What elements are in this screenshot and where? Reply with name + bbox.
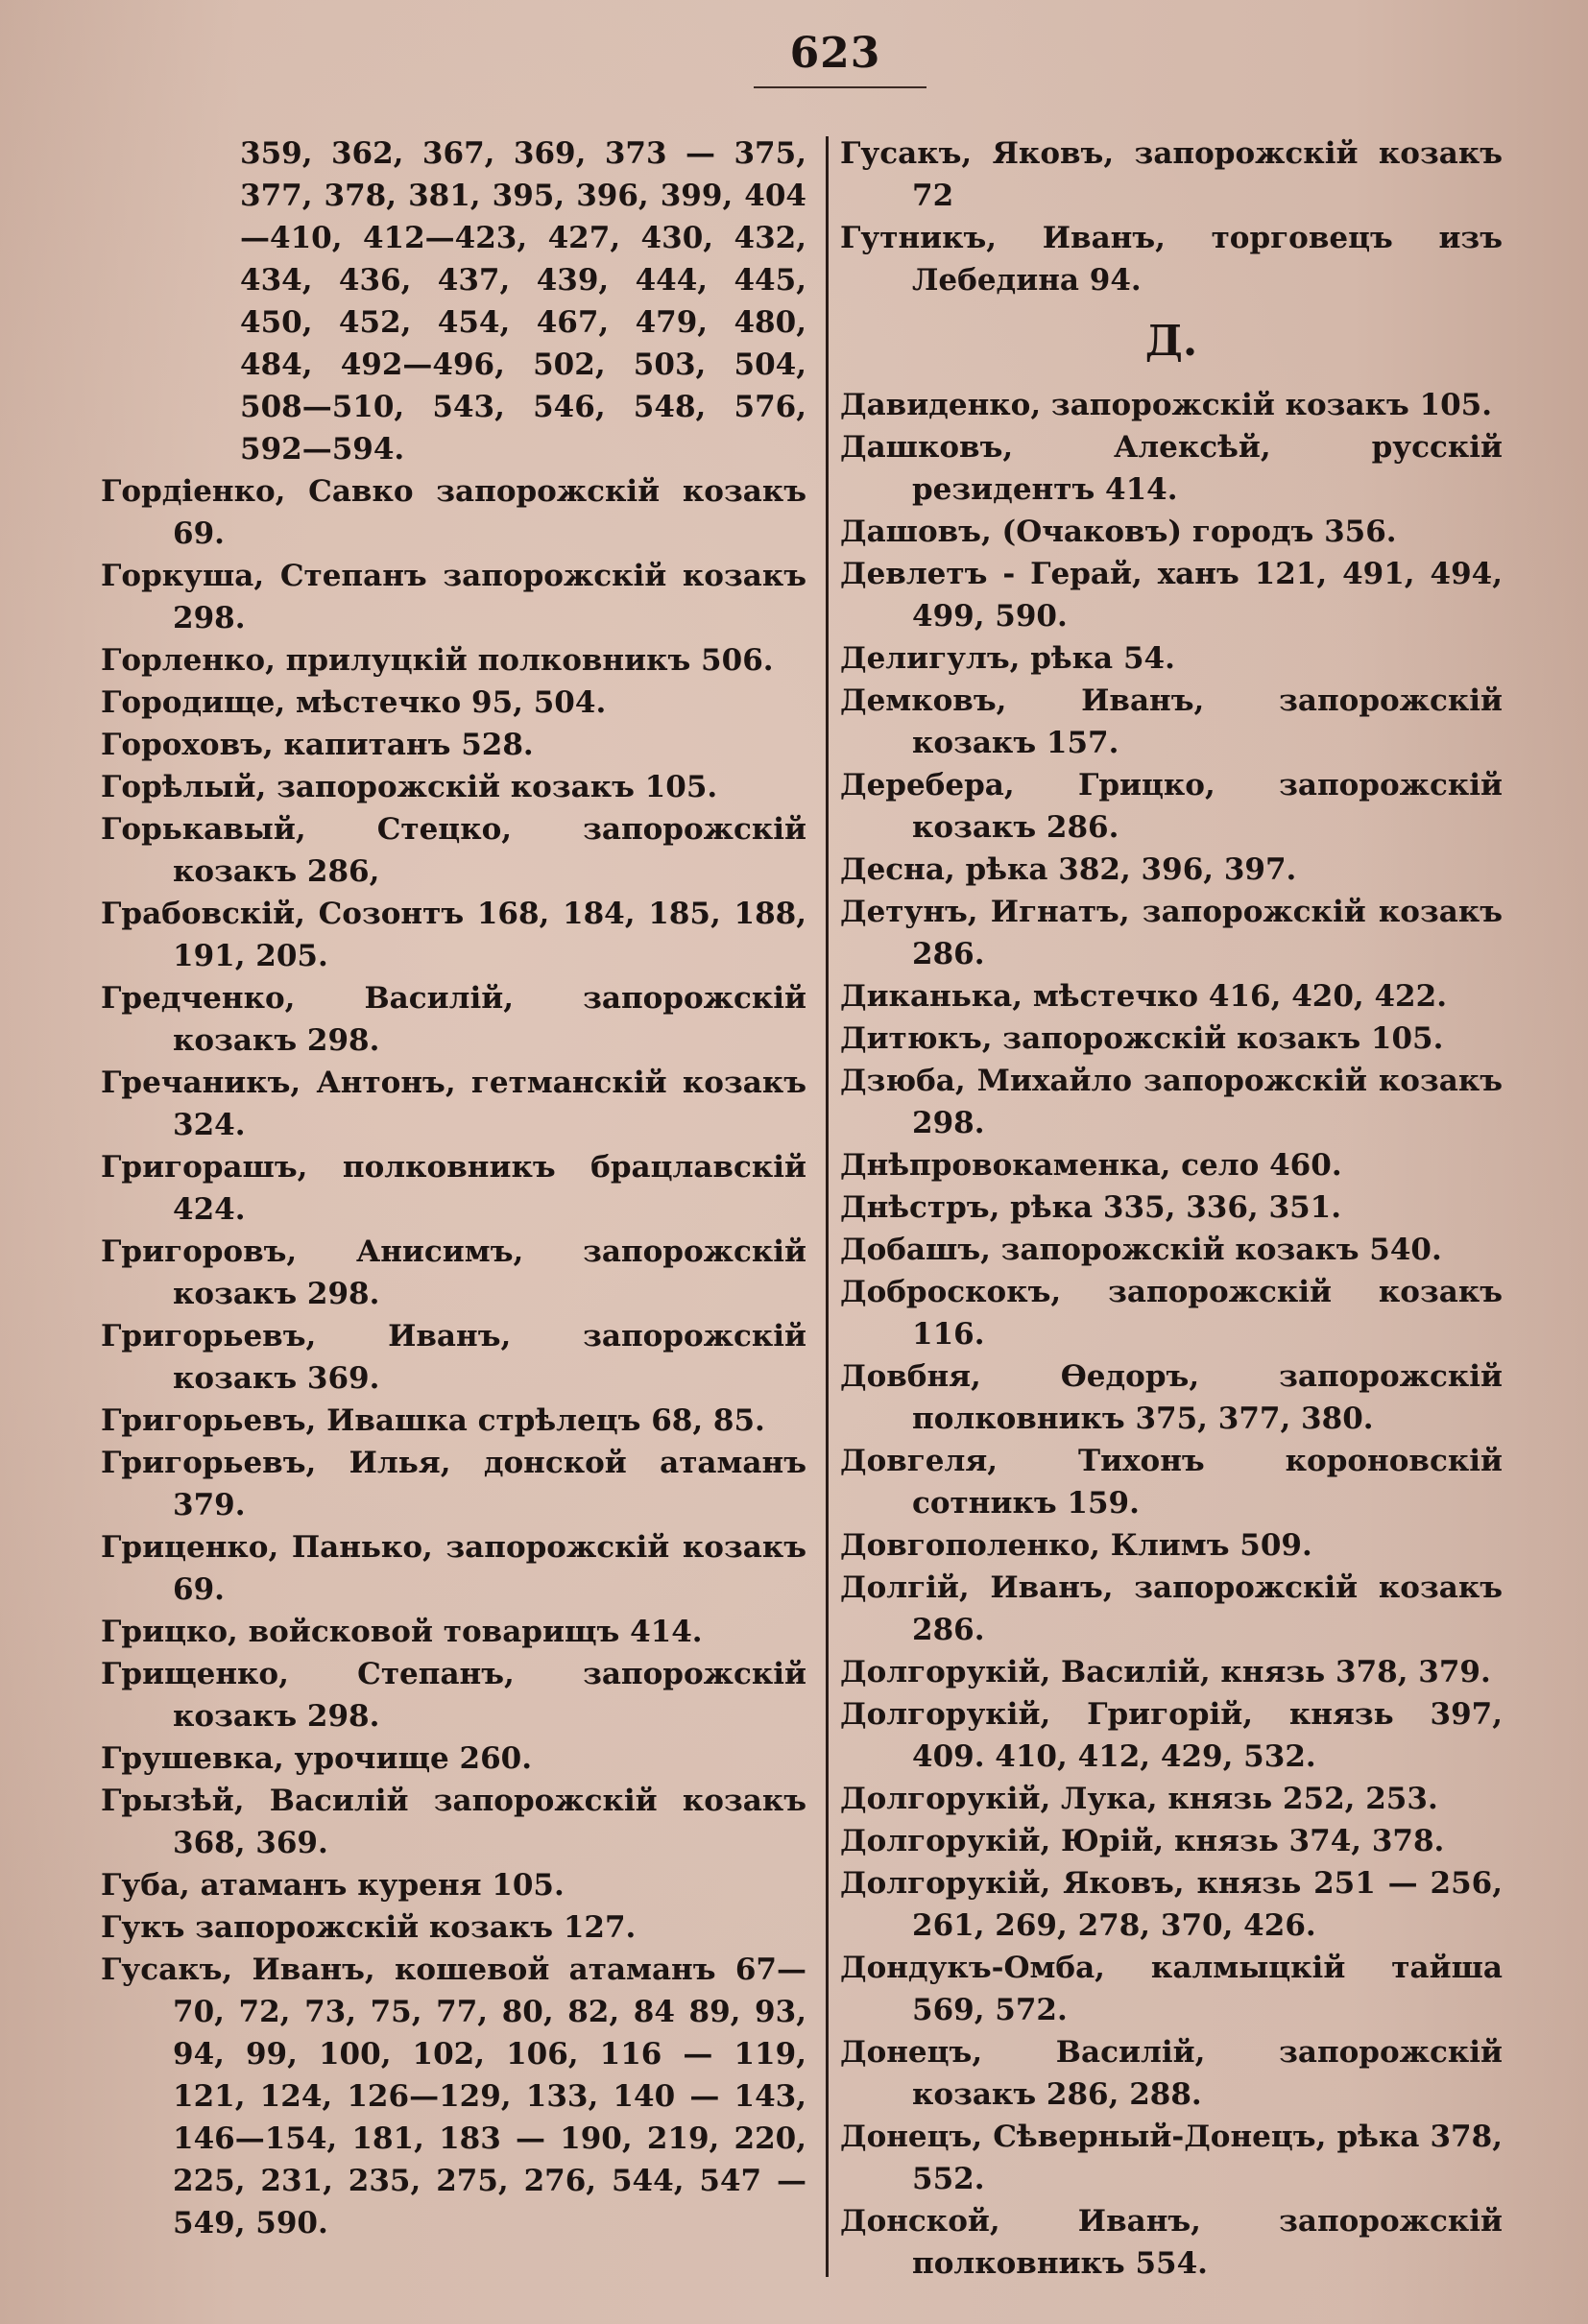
index-entry: Донецъ, Василій, запорожскій козакъ 286, 288. — [840, 2035, 1503, 2112]
index-entry: Грищенко, Степанъ, запорожскій козакъ 298. — [101, 1657, 806, 1734]
index-entry: Грабовскій, Созонтъ 168, 184, 185, 188, 191, 205. — [101, 897, 806, 973]
index-entry: Долгорукій, Василій, князь 378, 379. — [840, 1655, 1491, 1689]
index-entry: Диканька, мѣстечко 416, 420, 422. — [840, 979, 1447, 1014]
index-entry: Губа, атаманъ куреня 105. — [101, 1868, 565, 1903]
index-entry: Днѣстръ, рѣка 335, 336, 351. — [840, 1190, 1342, 1225]
index-entry: Горѣлый, запорожскій козакъ 105. — [101, 770, 718, 804]
right-column — [840, 132, 1503, 2285]
index-entry: Городище, мѣстечко 95, 504. — [101, 685, 607, 720]
index-entry: Давиденко, запорожскій козакъ 105. — [840, 388, 1493, 422]
index-entry: Днѣпровокаменка, село 460. — [840, 1148, 1342, 1183]
index-entry: Дашковъ, Алексѣй, русскій резидентъ 414. — [840, 430, 1503, 507]
index-entry: Гречаникъ, Антонъ, гетманскій козакъ 324. — [101, 1066, 806, 1142]
index-entry: Доброскокъ, запорожскій козакъ 116. — [840, 1275, 1503, 1352]
index-entry: Дашовъ, (Очаковъ) городъ 356. — [840, 515, 1397, 549]
index-entry: Добашъ, запорожскій козакъ 540. — [840, 1233, 1442, 1267]
index-entry: Гриценко, Панько, запорожскій козакъ 69. — [101, 1530, 806, 1607]
index-entry: Горькавый, Стецко, запорожскій козакъ 286, — [101, 812, 806, 889]
index-entry: Гусакъ, Яковъ, запорожскій козакъ 72 — [840, 136, 1503, 213]
index-entry: Горкуша, Степанъ запорожскій козакъ 298. — [101, 559, 806, 635]
index-entry: Долгорукій, Юрій, князь 374, 378. — [840, 1824, 1445, 1858]
index-entry: Григорьевъ, Илья, донской атаманъ 379. — [101, 1446, 806, 1522]
index-entry: Девлетъ - Герай, ханъ 121, 491, 494, 499, 590. — [840, 557, 1503, 634]
index-entry: Долгорукій, Григорій, князь 397, 409. 410, 412, 429, 532. — [840, 1697, 1503, 1774]
index-entry: Грушевка, урочище 260. — [101, 1741, 533, 1776]
index-entry: Долгій, Иванъ, запорожскій козакъ 286. — [840, 1570, 1503, 1647]
index-entry: Грицко, войсковой товарищъ 414. — [101, 1615, 703, 1649]
index-entry: Гордіенко, Савко запорожскій козакъ 69. — [101, 474, 806, 551]
index-entry: Гредченко, Василій, запорожскій козакъ 298. — [101, 981, 806, 1058]
index-entry: Горленко, прилуцкій полковникъ 506. — [101, 643, 774, 678]
index-entry: Десна, рѣка 382, 396, 397. — [840, 852, 1297, 887]
index-entry: Детунъ, Игнатъ, запорожскій козакъ 286. — [840, 895, 1503, 971]
index-entry: Донецъ, Сѣверный-Донецъ, рѣка 378, 552. — [840, 2120, 1503, 2196]
index-entry: Гукъ запорожскій козакъ 127. — [101, 1910, 637, 1945]
left-column — [101, 132, 806, 2244]
index-entry: Дитюкъ, запорожскій козакъ 105. — [840, 1021, 1444, 1056]
index-entry: Григорьевъ, Ивашка стрѣлецъ 68, 85. — [101, 1403, 765, 1438]
index-entry: Довгеля, Тихонъ короновскій сотникъ 159. — [840, 1444, 1503, 1521]
index-entry: Деребера, Грицко, запорожскій козакъ 286. — [840, 768, 1503, 845]
index-entry: Грызѣй, Василій запорожскій козакъ 368, 369. — [101, 1784, 806, 1860]
index-entry: Гусакъ, Иванъ, кошевой атаманъ 67—70, 72, 73, 75, 77, 80, 82, 84 89, 93, 94, 99, 100, 102, 106, 116 — 119, 121, 124, 126—129, 133, 140 — 143, 146—154, 181, 183 — 190, 219, 220, 225, 231, 235, 275, 276, 544, 547 — 549, 590. — [101, 1953, 806, 2240]
letter-heading: Д. — [1144, 317, 1198, 366]
index-entry: Делигулъ, рѣка 54. — [840, 641, 1175, 676]
index-entry: Гутникъ, Иванъ, торговецъ изъ Лебедина 94. — [840, 221, 1503, 298]
page-number-rule — [754, 86, 926, 88]
index-entry: Долгорукій, Яковъ, князь 251 — 256, 261, 269, 278, 370, 426. — [840, 1866, 1503, 1943]
index-entry: Демковъ, Иванъ, запорожскій козакъ 157. — [840, 683, 1503, 760]
index-entry: Григорашъ, полковникъ брацлавскій 424. — [101, 1150, 806, 1227]
index-entry: Донской, Иванъ, запорожскій полковникъ 554. — [840, 2204, 1503, 2281]
index-entry: Григорьевъ, Иванъ, запорожскій козакъ 369. — [101, 1319, 806, 1396]
index-entry: Довгополенко, Климъ 509. — [840, 1528, 1312, 1563]
index-entry: Долгорукій, Лука, князь 252, 253. — [840, 1782, 1438, 1816]
page-number: 623 — [789, 29, 881, 78]
column-divider — [826, 136, 829, 2277]
index-entry: Гороховъ, капитанъ 528. — [101, 728, 534, 762]
index-entry: Дондукъ-Омба, калмыцкій тайша 569, 572. — [840, 1951, 1503, 2027]
index-entry: Довбня, Ѳедоръ, запорожскій полковникъ 375, 377, 380. — [840, 1359, 1503, 1436]
index-entry: Григоровъ, Анисимъ, запорожскій козакъ 298. — [101, 1234, 806, 1311]
index-entry: Дзюба, Михайло запорожскій козакъ 298. — [840, 1064, 1503, 1140]
continued-entry: 359, 362, 367, 369, 373 — 375, 377, 378, 381, 395, 396, 399, 404—410, 412—423, 427, 430, 432, 434, 436, 437, 439, 444, 445, 450, 452, 454, 467, 479, 480, 484, 492—496, 502, 503, 504, 508—510, 543, 546, 548, 576, 592—594. — [240, 136, 806, 467]
